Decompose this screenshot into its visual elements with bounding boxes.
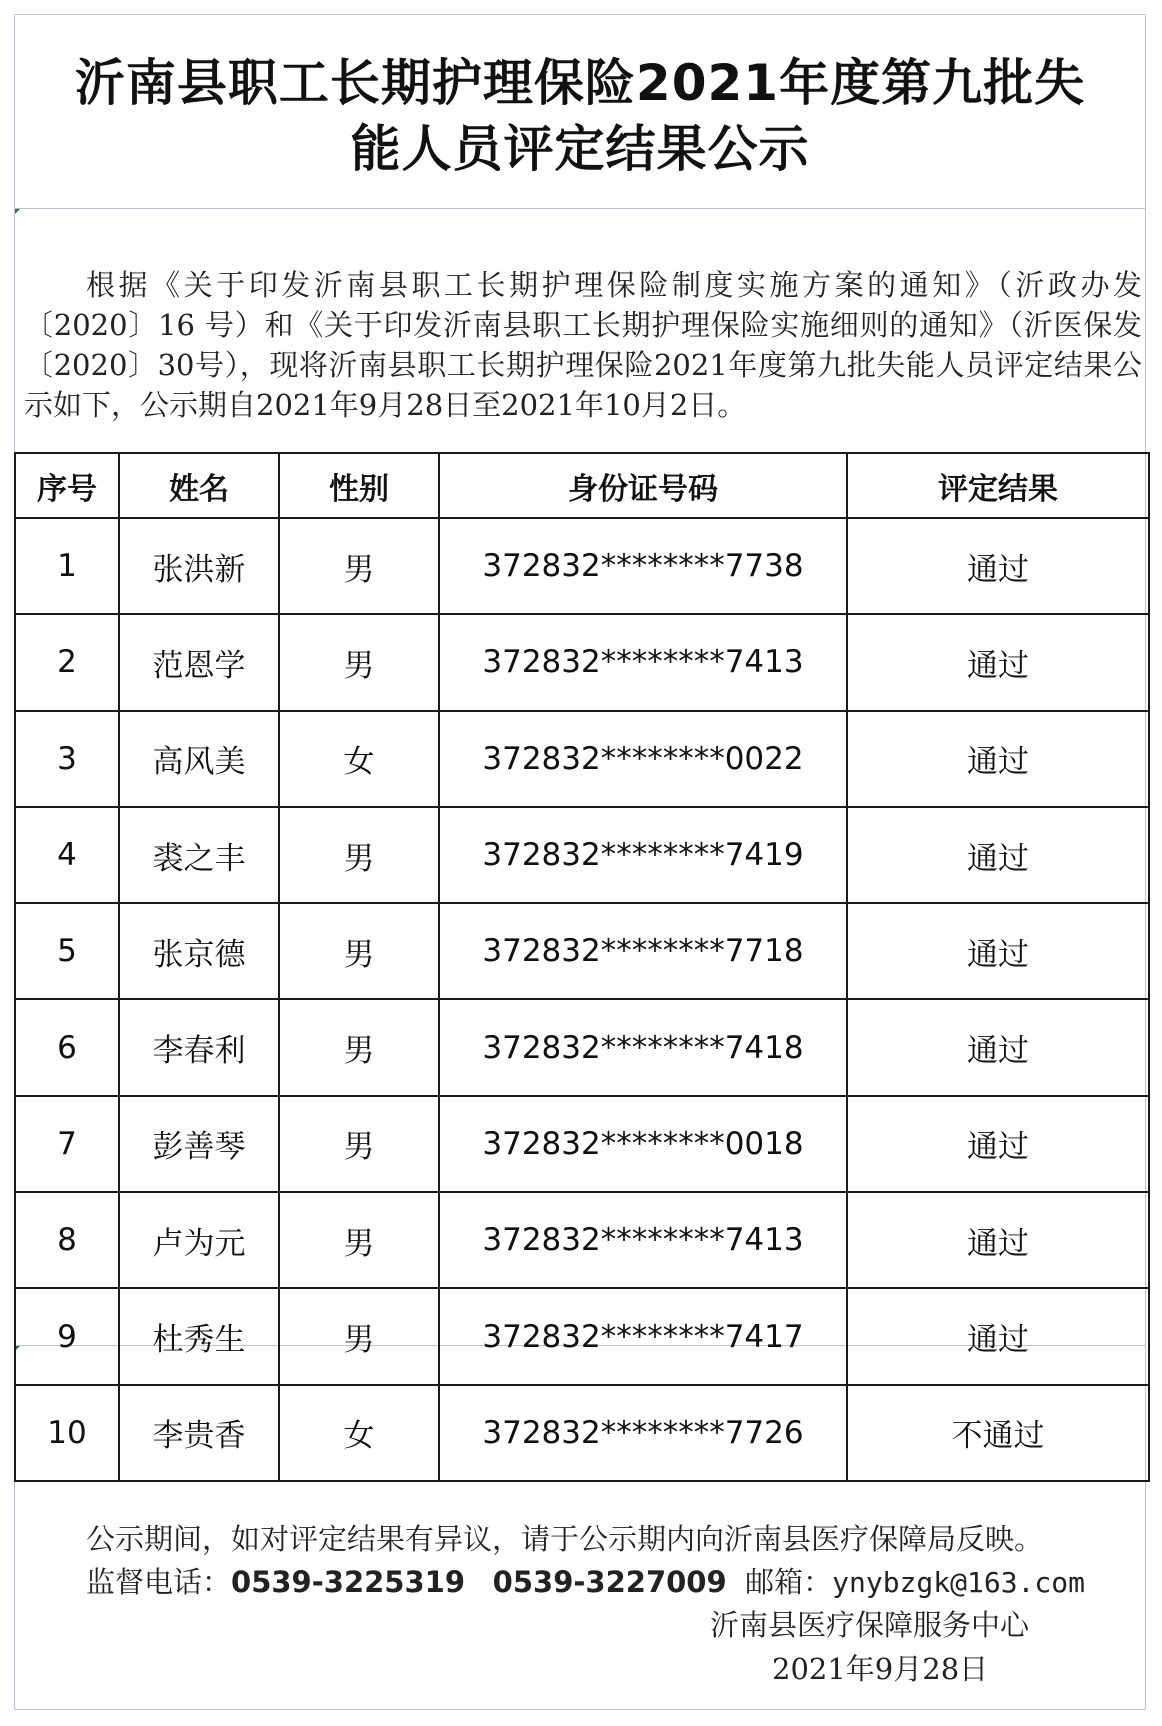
cell-name: 高风美 (119, 711, 279, 807)
header-name: 姓名 (119, 453, 279, 518)
cell-result: 不通过 (847, 1385, 1149, 1481)
cell-gender: 女 (279, 711, 439, 807)
cell-id-number: 372832********7413 (439, 614, 847, 710)
cell-index: 7 (15, 1096, 119, 1192)
cell-id-number: 372832********7726 (439, 1385, 847, 1481)
cell-index: 1 (15, 518, 119, 614)
table-row (15, 807, 1149, 903)
cell-gender: 男 (279, 999, 439, 1095)
cell-gender: 男 (279, 1288, 439, 1384)
cell-index: 4 (15, 807, 119, 903)
cell-id-number: 372832********0022 (439, 711, 847, 807)
cell-name: 李春利 (119, 999, 279, 1095)
cell-gender: 男 (279, 614, 439, 710)
cell-gender: 男 (279, 1192, 439, 1288)
objection-notice: 公示期间，如对评定结果有异议，请于公示期内向沂南县医疗保障局反映。 (86, 1522, 1044, 1556)
cell-index: 10 (15, 1385, 119, 1481)
issue-date: 2021年9月28日 (772, 1652, 989, 1686)
cell-gender: 男 (279, 807, 439, 903)
cell-result: 通过 (847, 903, 1149, 999)
cell-id-number: 372832********0018 (439, 1096, 847, 1192)
cell-id-number: 372832********7738 (439, 518, 847, 614)
phone-number-1[interactable]: 0539-3225319 (231, 1565, 466, 1599)
cell-index: 6 (15, 999, 119, 1095)
table-row (15, 1288, 1149, 1384)
cell-name: 卢为元 (119, 1192, 279, 1288)
header-index: 序号 (15, 453, 119, 518)
title-line-1: 沂南县职工长期护理保险2021年度第九批失 (74, 54, 1086, 112)
table-row (15, 1385, 1149, 1481)
cell-gender: 女 (279, 1385, 439, 1481)
cell-result: 通过 (847, 807, 1149, 903)
cell-index: 3 (15, 711, 119, 807)
cell-name: 张京德 (119, 903, 279, 999)
cell-result: 通过 (847, 999, 1149, 1095)
table-row (15, 1192, 1149, 1288)
cell-name: 张洪新 (119, 518, 279, 614)
header-id-number: 身份证号码 (439, 453, 847, 518)
cell-gender: 男 (279, 903, 439, 999)
cell-index: 5 (15, 903, 119, 999)
email-address[interactable]: ynybzgk@163.com (832, 1566, 1085, 1599)
cell-id-number: 372832********7413 (439, 1192, 847, 1288)
cell-index: 2 (15, 614, 119, 710)
table-row (15, 518, 1149, 614)
cell-gender: 男 (279, 1096, 439, 1192)
cell-index: 9 (15, 1288, 119, 1384)
cell-result: 通过 (847, 518, 1149, 614)
table-row (15, 903, 1149, 999)
table-row (15, 711, 1149, 807)
header-result: 评定结果 (847, 453, 1149, 518)
cell-name: 裘之丰 (119, 807, 279, 903)
table-row (15, 1096, 1149, 1192)
cell-result: 通过 (847, 614, 1149, 710)
phone-label: 监督电话： (86, 1565, 232, 1599)
cell-index: 8 (15, 1192, 119, 1288)
title-divider (14, 208, 1146, 209)
cell-name: 彭善琴 (119, 1096, 279, 1192)
title-line-2: 能人员评定结果公示 (350, 120, 810, 178)
cell-id-number: 372832********7718 (439, 903, 847, 999)
table-row (15, 614, 1149, 710)
email-label: 邮箱： (745, 1565, 833, 1599)
page-title (30, 50, 1130, 182)
phone-number-2[interactable]: 0539-3227009 (492, 1565, 727, 1599)
header-gender: 性别 (279, 453, 439, 518)
cell-id-number: 372832********7417 (439, 1288, 847, 1384)
table-header-row (15, 453, 1149, 518)
cell-id-number: 372832********7419 (439, 807, 847, 903)
cell-gender: 男 (279, 518, 439, 614)
intro-paragraph: 根据《关于印发沂南县职工长期护理保险制度实施方案的通知》（沂政办发〔2020〕16 号）和《关于印发沂南县职工长期护理保险实施细则的通知》（沂医保发〔2020〕30号），现将沂南县职工长期护理保险2021年度第九批失能人员评定结果公示如下，公示期自2021年9月28日至2021年10月2日。 (24, 268, 1142, 422)
cell-result: 通过 (847, 711, 1149, 807)
cell-name: 李贵香 (119, 1385, 279, 1481)
results-table (14, 452, 1150, 1482)
cell-result: 通过 (847, 1192, 1149, 1288)
cell-result: 通过 (847, 1288, 1149, 1384)
cell-name: 杜秀生 (119, 1288, 279, 1384)
issuing-organization: 沂南县医疗保障服务中心 (710, 1608, 1030, 1642)
cell-id-number: 372832********7418 (439, 999, 847, 1095)
cell-name: 范恩学 (119, 614, 279, 710)
cell-result: 通过 (847, 1096, 1149, 1192)
contact-line (86, 1560, 1085, 1601)
table-row (15, 999, 1149, 1095)
cell-marker-icon (15, 209, 20, 214)
